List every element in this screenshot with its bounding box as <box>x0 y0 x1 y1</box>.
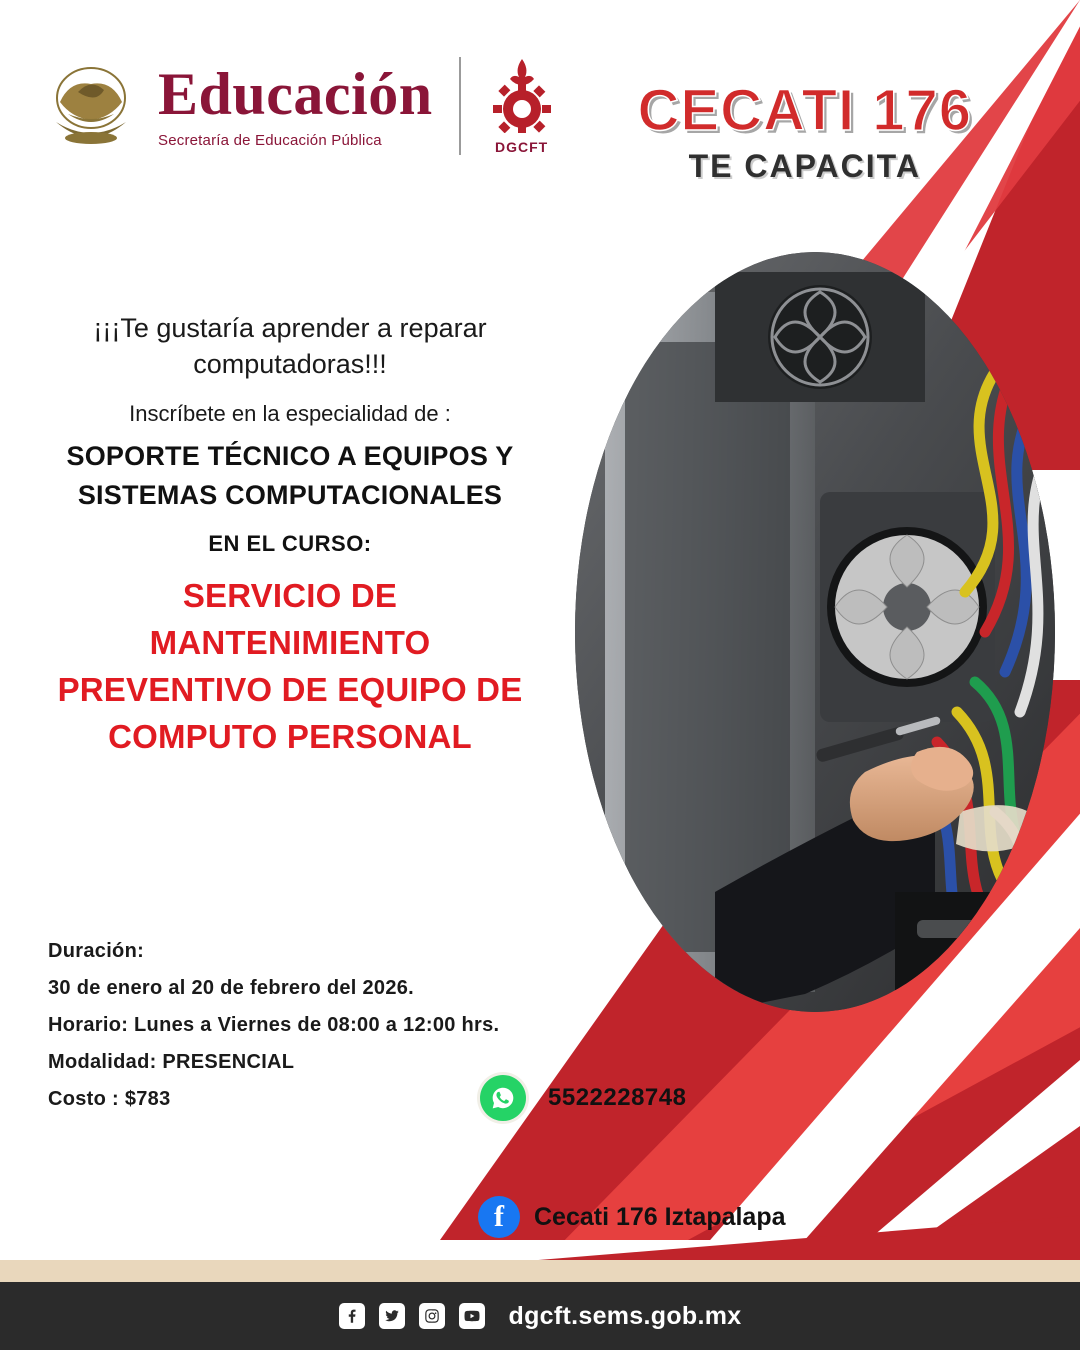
course-name: SERVICIO DE MANTENIMIENTO PREVENTIVO DE EQUIPO DE COMPUTO PERSONAL <box>57 577 523 755</box>
twitter-icon[interactable] <box>379 1303 405 1329</box>
facebook-icon[interactable] <box>478 1196 520 1238</box>
course-schedule: Horario: Lunes a Viernes de 08:00 a 12:00 hrs. <box>48 1014 500 1036</box>
whatsapp-icon[interactable] <box>480 1075 526 1121</box>
course-details <box>48 940 518 1125</box>
facebook-glyph: f <box>494 1200 504 1233</box>
course-dates: 30 de enero al 20 de febrero del 2026. <box>48 977 415 999</box>
whatsapp-number[interactable]: 5522228748 <box>548 1084 687 1111</box>
course-modality: Modalidad: PRESENCIAL <box>48 1051 295 1073</box>
course-cost: Costo : $783 <box>48 1088 171 1110</box>
facebook-icon[interactable] <box>339 1303 365 1329</box>
mexican-coat-of-arms-icon <box>48 52 140 160</box>
duration-label: Duración: <box>48 940 145 962</box>
footer-url[interactable]: dgcft.sems.gob.mx <box>508 1301 742 1330</box>
dgcft-logo <box>487 57 557 155</box>
education-wordmark <box>158 60 433 149</box>
whatsapp-contact[interactable] <box>480 1075 686 1121</box>
hook-line: ¡¡¡Te gustaría aprender a reparar computadoras!!! <box>93 313 487 380</box>
instagram-icon[interactable] <box>419 1303 445 1329</box>
footer-beige-strip <box>0 1260 1080 1282</box>
facebook-page-name[interactable]: Cecati 176 Iztapalapa <box>534 1202 786 1231</box>
education-title: Educación <box>158 60 433 127</box>
enroll-line: Inscríbete en la especialidad de : <box>129 400 451 426</box>
header-divider <box>459 57 461 155</box>
course-label: EN EL CURSO: <box>208 531 372 557</box>
education-subtitle: Secretaría de Educación Pública <box>158 131 382 149</box>
facebook-contact[interactable] <box>478 1196 786 1238</box>
dgcft-label: DGCFT <box>494 139 549 155</box>
header <box>48 52 557 160</box>
footer-social <box>0 1282 1080 1350</box>
brand-subtitle: TE CAPACITA <box>688 148 921 184</box>
youtube-icon[interactable] <box>459 1303 485 1329</box>
dgcft-gear-icon <box>487 57 557 133</box>
main-copy <box>40 310 540 761</box>
specialty-name: SOPORTE TÉCNICO A EQUIPOS Y SISTEMAS COMPUTACIONALES <box>66 440 514 511</box>
brand-title: CECATI 176 <box>637 78 972 143</box>
brand-title-block <box>637 78 972 185</box>
